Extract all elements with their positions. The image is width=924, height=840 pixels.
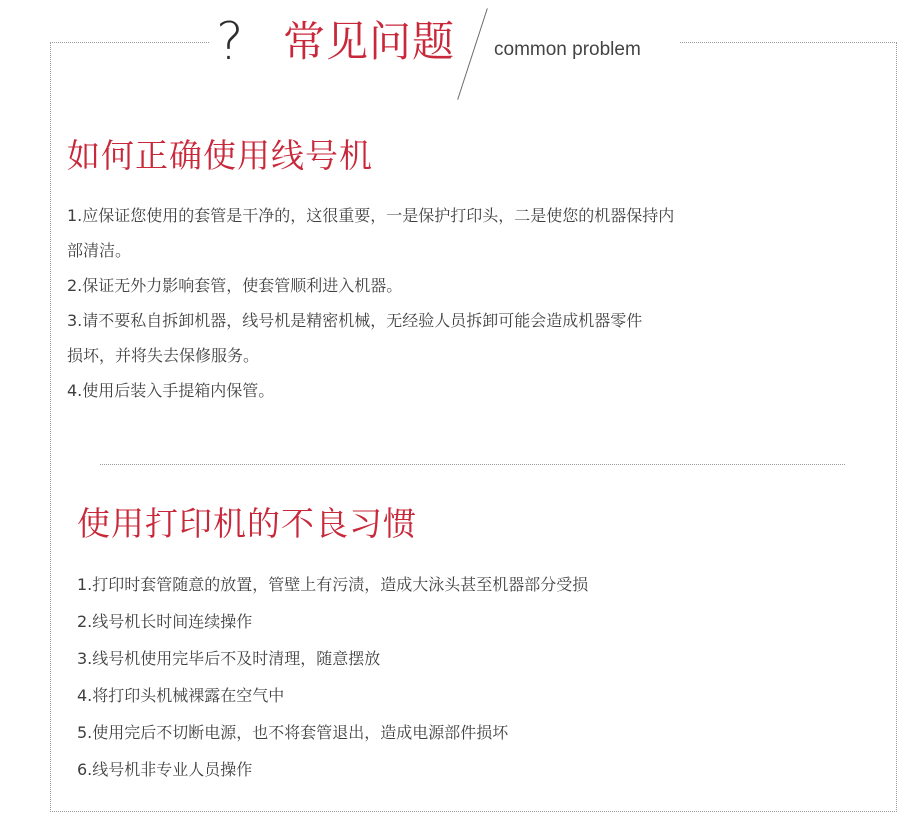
list-item: 2.保证无外力影响套管，使套管顺利进入机器。 bbox=[67, 276, 403, 295]
list-item: 3.线号机使用完毕后不及时清理，随意摆放 bbox=[77, 649, 381, 668]
section-title-bad-habits: 使用打印机的不良习惯 bbox=[77, 504, 417, 543]
list-item: 6.线号机非专业人员操作 bbox=[77, 760, 253, 779]
list-item: 2.线号机长时间连续操作 bbox=[77, 612, 253, 631]
list-item: 4.将打印头机械裸露在空气中 bbox=[77, 686, 285, 705]
list-item: 1.打印时套管随意的放置，管壁上有污渍，造成大泳头甚至机器部分受损 bbox=[77, 575, 589, 594]
bad-habits-list bbox=[77, 566, 867, 788]
page-subtitle: common problem bbox=[494, 39, 641, 60]
list-item: 部清洁。 bbox=[67, 241, 132, 260]
section-title-usage: 如何正确使用线号机 bbox=[67, 136, 373, 175]
list-item: 3.请不要私自拆卸机器，线号机是精密机械，无经验人员拆卸可能会造成机器零件 bbox=[67, 311, 643, 330]
list-item: 1.应保证您使用的套管是干净的，这很重要，一是保护打印头，二是使您的机器保持内 bbox=[67, 206, 675, 225]
page-title: 常见问题 bbox=[283, 17, 456, 66]
list-item: 4.使用后装入手提箱内保管。 bbox=[67, 381, 275, 400]
list-item: 损坏，并将失去保修服务。 bbox=[67, 346, 260, 365]
section-divider bbox=[100, 464, 845, 465]
usage-list bbox=[67, 198, 867, 408]
list-item: 5.使用完后不切断电源，也不将套管退出，造成电源部件损坏 bbox=[77, 723, 509, 742]
question-mark-icon: ? bbox=[216, 12, 244, 72]
